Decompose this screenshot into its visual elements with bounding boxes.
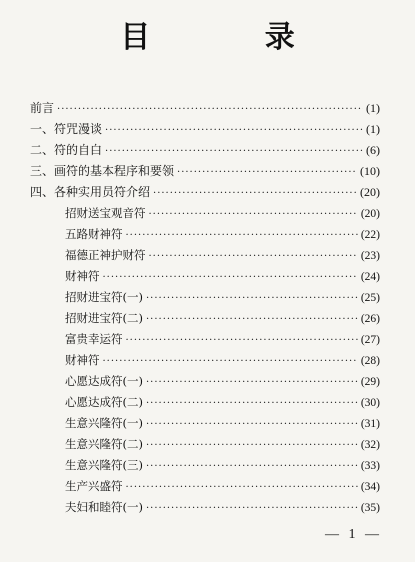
toc-dot-leader: [126, 225, 358, 246]
toc-entry-page: (31): [360, 418, 380, 430]
toc-subentry[interactable]: [30, 266, 380, 287]
toc-entry-page: (29): [360, 376, 380, 388]
toc-subentry[interactable]: [30, 245, 380, 266]
toc-dot-leader: [153, 183, 357, 204]
toc-entry-page: (34): [360, 481, 380, 493]
toc-entry-title: 财神符: [65, 353, 100, 367]
toc-entry-title: 夫妇和睦符(一): [65, 500, 143, 514]
toc-dot-leader: [103, 351, 358, 372]
toc-dot-leader: [149, 204, 358, 225]
toc-entry-page: (26): [360, 313, 380, 325]
toc-dot-leader: [146, 414, 358, 435]
toc-subentry[interactable]: [30, 350, 380, 371]
toc-dot-leader: [146, 456, 358, 477]
toc-dot-leader: [177, 162, 357, 183]
toc-entry-page: (20): [360, 185, 380, 199]
toc-entry-page: (33): [360, 460, 380, 472]
page-number: — 1 —: [325, 527, 382, 542]
toc-entry-title: 前言: [30, 101, 55, 115]
toc-subentry[interactable]: [30, 497, 380, 518]
toc-entry-title: 心愿达成符(一): [65, 374, 143, 388]
page-title: 目 录: [120, 20, 347, 55]
toc-entry-page: (28): [360, 355, 380, 367]
toc-entry-title: 招财进宝符(二): [65, 311, 143, 325]
toc-dot-leader: [149, 246, 358, 267]
toc-dot-leader: [126, 330, 358, 351]
toc-subentry[interactable]: [30, 455, 380, 476]
table-of-contents: [30, 98, 380, 518]
toc-entry-preface[interactable]: [30, 98, 380, 119]
toc-dot-leader: [126, 477, 358, 498]
toc-entry-page: (23): [360, 250, 380, 262]
toc-entry-chapter-2[interactable]: [30, 140, 380, 161]
toc-entry-title: 生意兴隆符(二): [65, 437, 143, 451]
toc-dot-leader: [146, 498, 358, 519]
toc-entry-title: 四、各种实用员符介绍: [30, 185, 151, 199]
toc-subentry[interactable]: [30, 371, 380, 392]
toc-subentry[interactable]: [30, 224, 380, 245]
toc-entry-title: 招财送宝观音符: [65, 206, 146, 220]
toc-dot-leader: [146, 393, 358, 414]
toc-entry-title: 福德正神护财符: [65, 248, 146, 262]
toc-entry-page: (10): [360, 164, 380, 178]
toc-entry-title: 富贵幸运符: [65, 332, 123, 346]
toc-subentry[interactable]: [30, 203, 380, 224]
toc-dot-leader: [146, 435, 358, 456]
toc-entry-title: 招财进宝符(一): [65, 290, 143, 304]
toc-entry-page: (1): [366, 101, 380, 115]
toc-subentry[interactable]: [30, 434, 380, 455]
toc-entry-page: (27): [360, 334, 380, 346]
toc-entry-title: 一、符咒漫谈: [30, 122, 103, 136]
toc-entry-page: (25): [360, 292, 380, 304]
toc-entry-title: 财神符: [65, 269, 100, 283]
toc-dot-leader: [146, 309, 358, 330]
toc-subentry[interactable]: [30, 413, 380, 434]
toc-subentry[interactable]: [30, 392, 380, 413]
toc-entry-page: (24): [360, 271, 380, 283]
toc-dot-leader: [105, 120, 363, 141]
toc-entry-page: (20): [360, 208, 380, 220]
toc-entry-chapter-4[interactable]: [30, 182, 380, 203]
toc-subentry[interactable]: [30, 329, 380, 350]
toc-entry-title: 五路财神符: [65, 227, 123, 241]
toc-entry-title: 二、符的自白: [30, 143, 103, 157]
toc-entry-title: 心愿达成符(二): [65, 395, 143, 409]
toc-entry-title: 三、画符的基本程序和要领: [30, 164, 175, 178]
toc-entry-page: (35): [360, 502, 380, 514]
toc-entry-title: 生意兴隆符(三): [65, 458, 143, 472]
toc-entry-chapter-3[interactable]: [30, 161, 380, 182]
toc-entry-title: 生产兴盛符: [65, 479, 123, 493]
toc-entry-page: (6): [366, 143, 380, 157]
toc-dot-leader: [146, 288, 358, 309]
toc-entry-page: (22): [360, 229, 380, 241]
toc-dot-leader: [103, 267, 358, 288]
toc-dot-leader: [146, 372, 358, 393]
toc-entry-page: (32): [360, 439, 380, 451]
toc-subentry[interactable]: [30, 308, 380, 329]
toc-entry-page: (30): [360, 397, 380, 409]
toc-dot-leader: [57, 99, 363, 120]
toc-subentry[interactable]: [30, 476, 380, 497]
toc-dot-leader: [105, 141, 363, 162]
toc-subentry[interactable]: [30, 287, 380, 308]
toc-entry-title: 生意兴隆符(一): [65, 416, 143, 430]
toc-entry-chapter-1[interactable]: [30, 119, 380, 140]
toc-entry-page: (1): [366, 122, 380, 136]
